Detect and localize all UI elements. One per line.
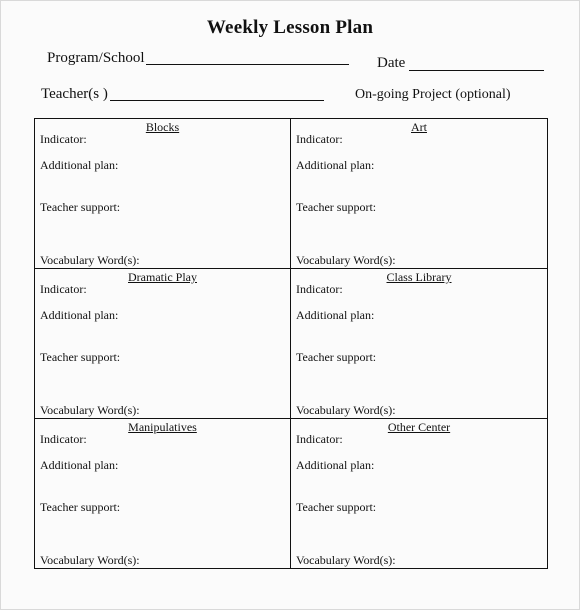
additional-plan-label: Additional plan:: [296, 308, 375, 322]
program-school-line[interactable]: [146, 64, 349, 65]
center-cell-art: [291, 119, 547, 269]
ongoing-project-label: On-going Project (optional): [355, 87, 511, 102]
lesson-plan-grid: [34, 118, 548, 569]
center-title: Manipulatives: [128, 420, 197, 434]
indicator-label: Indicator:: [296, 132, 343, 146]
center-cell-class-library: [291, 269, 547, 419]
additional-plan-label: Additional plan:: [296, 158, 375, 172]
center-cell-dramatic-play: [35, 269, 291, 419]
teacher-support-label: Teacher support:: [40, 200, 121, 214]
center-title: Dramatic Play: [128, 270, 197, 284]
date-label: Date: [377, 55, 406, 71]
center-cell-blocks: [35, 119, 291, 269]
additional-plan-label: Additional plan:: [40, 158, 119, 172]
vocabulary-label: Vocabulary Word(s):: [296, 553, 396, 567]
teacher-support-label: Teacher support:: [296, 200, 377, 214]
teacher-support-label: Teacher support:: [296, 350, 377, 364]
center-title: Blocks: [145, 120, 180, 134]
center-title: Other Center: [387, 420, 451, 434]
indicator-label: Indicator:: [40, 282, 87, 296]
center-title: Class Library: [386, 270, 452, 284]
indicator-label: Indicator:: [296, 282, 343, 296]
additional-plan-label: Additional plan:: [40, 458, 119, 472]
teacher-support-label: Teacher support:: [40, 500, 121, 514]
center-cell-manipulatives: [35, 419, 291, 568]
center-title: Art: [411, 120, 427, 134]
teacher-line[interactable]: [110, 100, 324, 101]
vocabulary-label: Vocabulary Word(s):: [296, 253, 396, 267]
center-cell-other-center: [291, 419, 547, 568]
vocabulary-label: Vocabulary Word(s):: [40, 253, 140, 267]
teacher-support-label: Teacher support:: [296, 500, 377, 514]
program-school-label: Program/School: [47, 50, 145, 66]
indicator-label: Indicator:: [40, 132, 87, 146]
date-line[interactable]: [409, 70, 544, 71]
vocabulary-label: Vocabulary Word(s):: [296, 403, 396, 417]
additional-plan-label: Additional plan:: [40, 308, 119, 322]
vocabulary-label: Vocabulary Word(s):: [40, 553, 140, 567]
vocabulary-label: Vocabulary Word(s):: [40, 403, 140, 417]
additional-plan-label: Additional plan:: [296, 458, 375, 472]
indicator-label: Indicator:: [40, 432, 87, 446]
teacher-support-label: Teacher support:: [40, 350, 121, 364]
indicator-label: Indicator:: [296, 432, 343, 446]
page-title: Weekly Lesson Plan: [206, 17, 374, 38]
teacher-label: Teacher(s ): [41, 86, 108, 102]
